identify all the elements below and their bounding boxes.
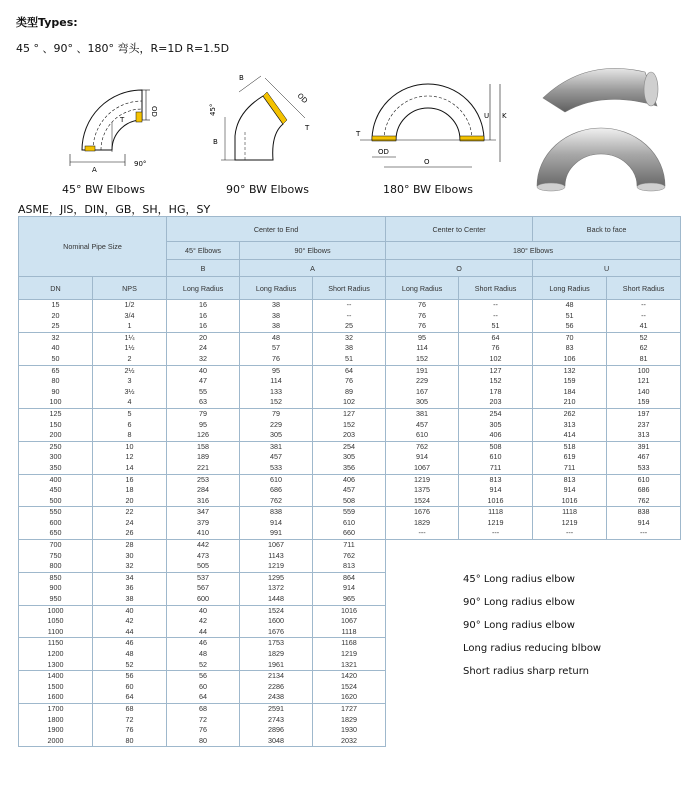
header-u-long-radius: Long Radius — [533, 277, 607, 300]
table-row-group — [19, 441, 681, 474]
header-a-short-radius: Short Radius — [313, 277, 386, 300]
cell-u-long: 262 313 414 — [533, 408, 607, 441]
table-row-group — [19, 540, 681, 573]
label-t: T — [305, 124, 310, 132]
label-od: OD — [150, 106, 158, 117]
header-back-to-face: Back to face — [533, 217, 681, 242]
header-a-long-radius: Long Radius — [240, 277, 313, 300]
label-angle: 45° — [209, 103, 217, 116]
cell-dn: 850 900 950 — [19, 572, 93, 605]
cell-a-short: 127 152 203 — [313, 408, 386, 441]
label-t: T — [120, 116, 125, 124]
cell-nps: 34 36 38 — [93, 572, 167, 605]
cell-nps: 5 6 8 — [93, 408, 167, 441]
cell-dn: 1000 1050 1100 — [19, 605, 93, 638]
cell-b: 16 16 16 — [167, 300, 240, 333]
cell-o-long: 76 76 76 — [386, 300, 459, 333]
cell-a-long: 1753 1829 1961 — [240, 638, 313, 671]
label-k: K — [502, 112, 507, 120]
cell-a-short: 711 762 813 — [313, 540, 386, 573]
cell-o-long: 762 914 1067 — [386, 441, 459, 474]
cell-a-short: 406 457 508 — [313, 474, 386, 507]
label-b1: B — [213, 138, 218, 146]
cell-b: 56 60 64 — [167, 671, 240, 704]
cell-dn: 1150 1200 1300 — [19, 638, 93, 671]
cell-u-long: 70 83 106 — [533, 332, 607, 365]
cell-o-long: 191 229 167 305 — [386, 365, 459, 408]
cell-nps: 40 42 44 — [93, 605, 167, 638]
cell-a-short: 864 914 965 — [313, 572, 386, 605]
label-od: OD — [295, 91, 309, 106]
cell-a-long: 838 914 991 — [240, 507, 313, 540]
table-row-group — [19, 605, 681, 638]
table-row-group — [19, 408, 681, 441]
legend-item: Short radius sharp return — [463, 666, 589, 677]
legend-item: 90° Long radius elbow — [463, 597, 575, 608]
header-col-o: O — [386, 260, 533, 277]
cell-u-long: 1118 1219 --- — [533, 507, 607, 540]
header-dn: DN — [19, 277, 93, 300]
cell-a-long: 1067 1143 1219 — [240, 540, 313, 573]
label-o: O — [424, 158, 430, 166]
label-a: A — [92, 166, 97, 174]
cell-dn: 700 750 800 — [19, 540, 93, 573]
cell-nps: 16 18 20 — [93, 474, 167, 507]
cell-o-short: 127 152 178 203 — [459, 365, 533, 408]
label-angle: 90° — [134, 160, 147, 168]
cell-u-short: 100 121 140 159 — [607, 365, 681, 408]
cell-dn: 250 300 350 — [19, 441, 93, 474]
cell-nps: 1/2 3/4 1 — [93, 300, 167, 333]
cell-dn: 15 20 25 — [19, 300, 93, 333]
types-subtitle: 45 ° 、90° 、180° 弯头，R=1D R=1.5D — [16, 42, 230, 55]
cell-o-short: 254 305 406 — [459, 408, 533, 441]
cell-a-short: -- -- 25 — [313, 300, 386, 333]
cell-dn: 125 150 200 — [19, 408, 93, 441]
standards-line: ASME，JIS，DIN，GB，SH，HG，SY — [18, 203, 211, 216]
cell-o-long: 381 457 610 — [386, 408, 459, 441]
cell-a-long: 79 229 305 — [240, 408, 313, 441]
cell-u-short: 391 467 533 — [607, 441, 681, 474]
header-u-short-radius: Short Radius — [607, 277, 681, 300]
cell-b: 158 189 221 — [167, 441, 240, 474]
table-row-group — [19, 365, 681, 408]
table-row-group — [19, 474, 681, 507]
table-row-group — [19, 507, 681, 540]
cell-dn: 550 600 650 — [19, 507, 93, 540]
cell-b: 537 567 600 — [167, 572, 240, 605]
cell-u-long: 813 914 1016 — [533, 474, 607, 507]
cell-dn: 400 450 500 — [19, 474, 93, 507]
cell-a-short: 559 610 660 — [313, 507, 386, 540]
cell-a-short: 1016 1067 1118 — [313, 605, 386, 638]
elbow-90-caption: 90° BW Elbows — [226, 183, 309, 196]
elbow-90-diagram — [205, 62, 335, 177]
cell-a-long: 1524 1600 1676 — [240, 605, 313, 638]
cell-a-long: 2591 2743 2896 3048 — [240, 703, 313, 746]
cell-b: 46 48 52 — [167, 638, 240, 671]
cell-u-short: 52 62 81 — [607, 332, 681, 365]
cell-dn: 65 80 90 100 — [19, 365, 93, 408]
cell-a-long: 381 457 533 — [240, 441, 313, 474]
table-row-group — [19, 572, 681, 605]
cell-u-long: 48 51 56 — [533, 300, 607, 333]
cell-b: 20 24 32 — [167, 332, 240, 365]
cell-o-short: 813 914 1016 — [459, 474, 533, 507]
header-nps: NPS — [93, 277, 167, 300]
legend-item: Long radius reducing blbow — [463, 643, 602, 654]
cell-nps: 46 48 52 — [93, 638, 167, 671]
cell-b: 442 473 505 — [167, 540, 240, 573]
cell-nps: 68 72 76 80 — [93, 703, 167, 746]
table-row-group — [19, 332, 681, 365]
cell-a-long: 95 114 133 152 — [240, 365, 313, 408]
cell-a-short: 1420 1524 1620 — [313, 671, 386, 704]
cell-o-long: 1219 1375 1524 — [386, 474, 459, 507]
cell-u-short: -- -- 41 — [607, 300, 681, 333]
cell-o-short: -- -- 51 — [459, 300, 533, 333]
header-col-b: B — [167, 260, 240, 277]
cell-a-short: 1727 1829 1930 2032 — [313, 703, 386, 746]
table-row-group — [19, 300, 681, 333]
cell-nps: 22 24 26 — [93, 507, 167, 540]
elbow-45-caption: 45° BW Elbows — [62, 183, 145, 196]
cell-u-short: 838 914 --- — [607, 507, 681, 540]
cell-o-long: 1676 1829 --- — [386, 507, 459, 540]
cell-nps: 28 30 32 — [93, 540, 167, 573]
cell-u-short: 197 237 313 — [607, 408, 681, 441]
cell-dn: 1700 1800 1900 2000 — [19, 703, 93, 746]
cell-a-long: 48 57 76 — [240, 332, 313, 365]
header-nominal-pipe-size: Nominal Pipe Size — [19, 217, 167, 277]
legend-item: 90° Long radius elbow — [463, 620, 575, 631]
cell-a-short: 254 305 356 — [313, 441, 386, 474]
cell-o-long: 95 114 152 — [386, 332, 459, 365]
cell-b: 253 284 316 — [167, 474, 240, 507]
label-b2: B — [239, 74, 244, 82]
cell-nps: 56 60 64 — [93, 671, 167, 704]
header-b-long-radius: Long Radius — [167, 277, 240, 300]
cell-dn: 32 40 50 — [19, 332, 93, 365]
cell-a-short: 64 76 89 102 — [313, 365, 386, 408]
cell-b: 40 47 55 63 — [167, 365, 240, 408]
cell-b: 40 42 44 — [167, 605, 240, 638]
table-row-group — [19, 703, 681, 746]
label-t: T — [356, 130, 361, 138]
label-u: U — [484, 112, 490, 120]
cell-u-short: 610 686 762 — [607, 474, 681, 507]
cell-nps: 1¼ 1½ 2 — [93, 332, 167, 365]
elbow-90-photo — [525, 60, 675, 115]
elbow-180-diagram — [350, 62, 510, 177]
cell-b: 347 379 410 — [167, 507, 240, 540]
cell-o-short: 508 610 711 — [459, 441, 533, 474]
cell-o-short: 64 76 102 — [459, 332, 533, 365]
cell-a-long: 610 686 762 — [240, 474, 313, 507]
header-180-elbows: 180° Elbows — [386, 242, 681, 260]
cell-nps: 2½ 3 3½ 4 — [93, 365, 167, 408]
header-90-elbows: 90° Elbows — [240, 242, 386, 260]
header-45-elbows: 45° Elbows — [167, 242, 240, 260]
header-o-short-radius: Short Radius — [459, 277, 533, 300]
header-col-u: U — [533, 260, 681, 277]
cell-u-long: 518 619 711 — [533, 441, 607, 474]
label-od: OD — [378, 148, 389, 156]
header-col-a: A — [240, 260, 386, 277]
header-o-long-radius: Long Radius — [386, 277, 459, 300]
elbow-180-photo — [525, 118, 675, 198]
cell-u-long: 132 159 184 210 — [533, 365, 607, 408]
cell-a-long: 1295 1372 1448 — [240, 572, 313, 605]
cell-o-short: 1118 1219 --- — [459, 507, 533, 540]
cell-a-long: 2134 2286 2438 — [240, 671, 313, 704]
header-center-to-end: Center to End — [167, 217, 386, 242]
cell-b: 79 95 126 — [167, 408, 240, 441]
cell-b: 68 72 76 80 — [167, 703, 240, 746]
elbow-45-diagram — [40, 62, 160, 177]
header-center-to-center: Center to Center — [386, 217, 533, 242]
cell-a-short: 1168 1219 1321 — [313, 638, 386, 671]
legend-item: 45° Long radius elbow — [463, 574, 575, 585]
cell-dn: 1400 1500 1600 — [19, 671, 93, 704]
cell-a-long: 38 38 38 — [240, 300, 313, 333]
cell-a-short: 32 38 51 — [313, 332, 386, 365]
elbow-180-caption: 180° BW Elbows — [383, 183, 473, 196]
page-title: 类型Types: — [16, 16, 78, 29]
cell-nps: 10 12 14 — [93, 441, 167, 474]
